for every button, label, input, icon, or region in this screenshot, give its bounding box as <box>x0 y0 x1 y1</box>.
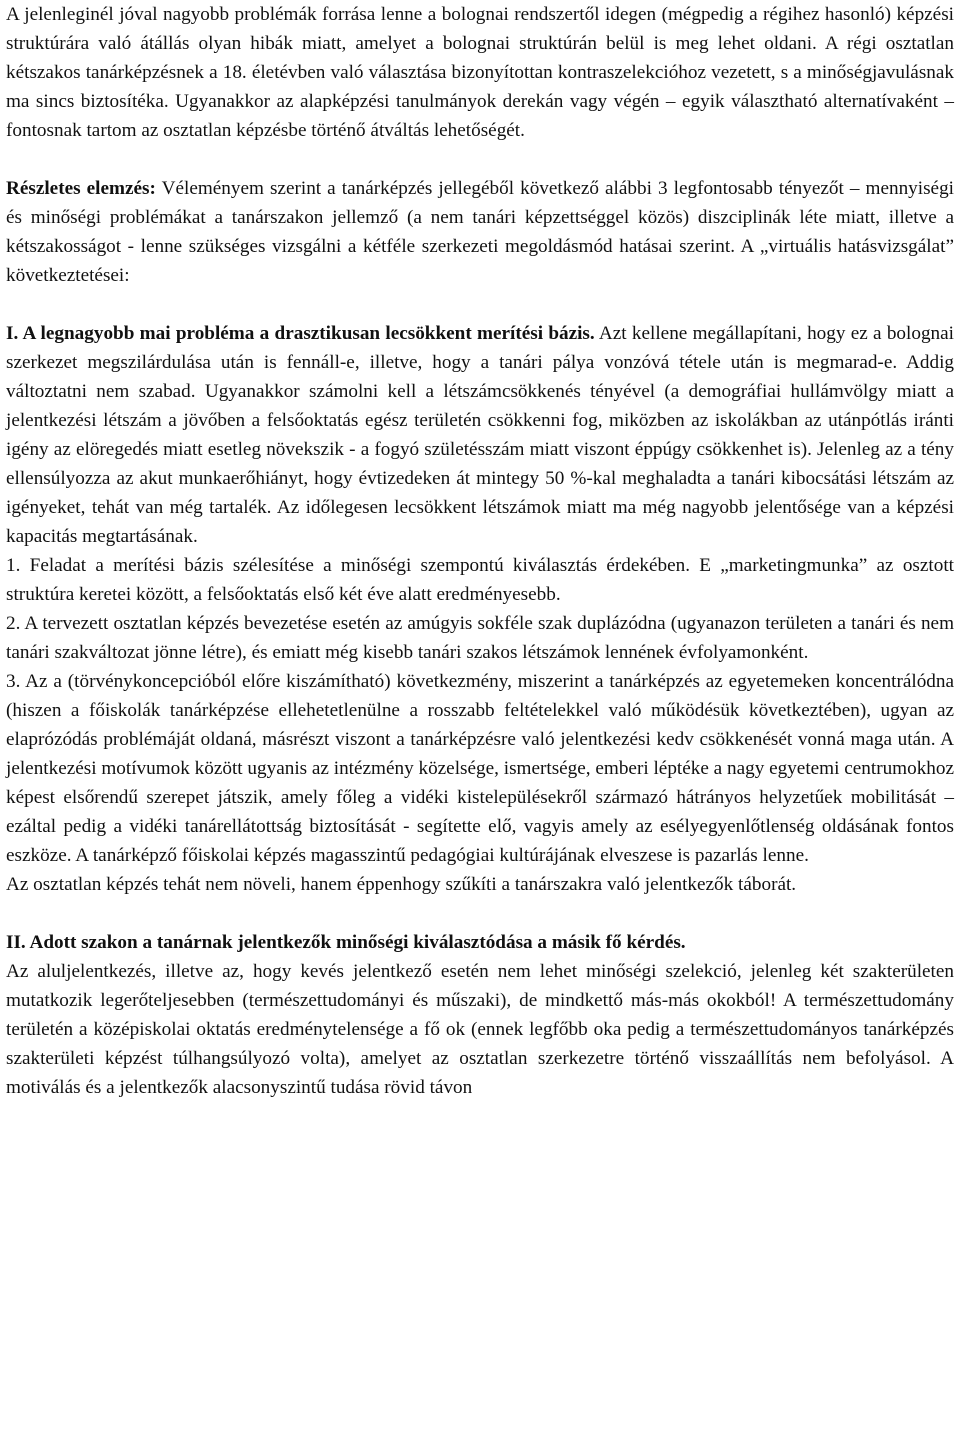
paragraph-point-2: 2. A tervezett osztatlan képzés bevezetése esetén az amúgyis sokféle szak duplázódna (ugyanazon területen a tanári és nem tanári szakváltozat jönne létre), és emiatt még kisebb tanári szakos létszámok lennének évfolyamonként. <box>6 613 954 663</box>
paragraph-section-one <box>6 319 954 551</box>
section-one-heading: I. A legnagyobb mai probléma a drasztikusan lecsökkent merítési bázis. <box>6 323 595 344</box>
detailed-analysis-text: Véleményem szerint a tanárképzés jellegéből következő alábbi 3 legfontosabb tényezőt – mennyiségi és minőségi problémákat a tanárszakon jellemző (a nem tanári képzettséggel közös) diszciplinák léte miatt, illetve a kétszakosságot - lenne szükséges vizsgálni a kétféle szerkezeti megoldásmód hatásai szerint. A „virtuális hatásvizsgálat” következtetései: <box>6 178 954 286</box>
paragraph-gap <box>6 899 954 928</box>
detailed-analysis-heading: Részletes elemzés: <box>6 178 156 199</box>
paragraph-gap <box>6 145 954 174</box>
paragraph-intro: A jelenleginél jóval nagyobb problémák forrása lenne a bolognai rendszertől idegen (mégpedig a régihez hasonló) képzési struktúrára való átállás olyan hibák miatt, amelyet a bolognai struktúrán belül is meg lehet oldani. A régi osztatlan kétszakos tanárképzésnek a 18. életévben való választása bizonyítottan kontraszelekcióhoz vezetett, s a minőségjavulásnak ma sincs biztosítéka. Ugyanakkor az alapképzési tanulmányok derekán vagy végén – egyik választható alternatívaként – fontosnak tartom az osztatlan képzésbe történő átváltás lehetőségét. <box>6 4 954 141</box>
paragraph-point-1: 1. Feladat a merítési bázis szélesítése a minőségi szempontú kiválasztás érdekében. E „marketingmunka” az osztott struktúra keretei között, a felsőoktatás első két éve alatt eredményesebb. <box>6 555 954 605</box>
document-page <box>6 0 954 1102</box>
paragraph-detailed-analysis <box>6 174 954 290</box>
paragraph-gap <box>6 290 954 319</box>
section-two-heading: II. Adott szakon a tanárnak jelentkezők minőségi kiválasztódása a másik fő kérdés. <box>6 932 686 953</box>
paragraph-conclusion: Az osztatlan képzés tehát nem növeli, hanem éppenhogy szűkíti a tanárszakra való jelentkezők táborát. <box>6 874 797 895</box>
section-one-text: Azt kellene megállapítani, hogy ez a bolognai szerkezet megszilárdulása után is fennáll-e, illetve, hogy a tanári pálya vonzóvá tétele után is megmarad-e. Addig változtatni nem szabad. Ugyanakkor számolni kell a létszámcsökkenés tényével (a demográfiai hullámvölgy miatt a jelentkezési létszám a jövőben a felsőoktatás egész területén csökkenni fog, miközben az iskolákban az utánpótlás iránti igény az elöregedés miatt esetleg növekszik - a fogyó születésszám miatt viszont éppúgy csökkenhet is). Jelenleg az a tény ellensúlyozza az akut munkaerőhiányt, hogy évtizedeken át mintegy 50 %-kal meghaladta a tanári kibocsátási létszám az igényeket, tehát van még tartalék. Az időlegesen lecsökkent létszámok miatt ma még nagyobb jelentősége van a képzési kapacitás megtartásának. <box>6 323 954 547</box>
paragraph-section-two-text: Az aluljelentkezés, illetve az, hogy kevés jelentkező esetén nem lehet minőségi szelekció, jelenleg két szakterületen mutatkozik legerőteljesebben (természettudományi és műszaki), de mindkettő más-más okokból! A természettudomány területén a középiskolai oktatás eredménytelensége a fő ok (ennek legfőbb oka pedig a természettudományos tanárképzés szakterületi képzést túlhangsúlyozó volta), amelyet az osztatlan szerkezetre történő visszaállítás nem befolyásol. A motiválás és a jelentkezők alacsonyszintű tudása rövid távon <box>6 961 954 1098</box>
paragraph-point-3: 3. Az a (törvénykoncepcióból előre kiszámítható) következmény, miszerint a tanárképzés az egyetemeken koncentrálódna (hiszen a főiskolák tanárképzése ellehetetlenülne a rosszabb feltételekkel való működésük következtében), ugyan az elaprózódás problémáját oldaná, másrészt viszont a tanárképzésre való jelentkezési kedv csökkenését vonná maga után. A jelentkezési motívumok között ugyanis az intézmény közelsége, ismertsége, emberi léptéke a nagy egyetemi centrumokhoz képest elsőrendű szerepet játszik, amely főleg a vidéki kistelepülésekről származó hátrányos helyzetűek mobilitását – ezáltal pedig a vidéki tanárellátottság biztosítását - segítette elő, vagyis amely az esélyegyenlőtlenség oldásának fontos eszköze. A tanárképző főiskolai képzés magasszintű pedagógiai kultúrájának elveszese is pazarlás lenne. <box>6 671 954 866</box>
